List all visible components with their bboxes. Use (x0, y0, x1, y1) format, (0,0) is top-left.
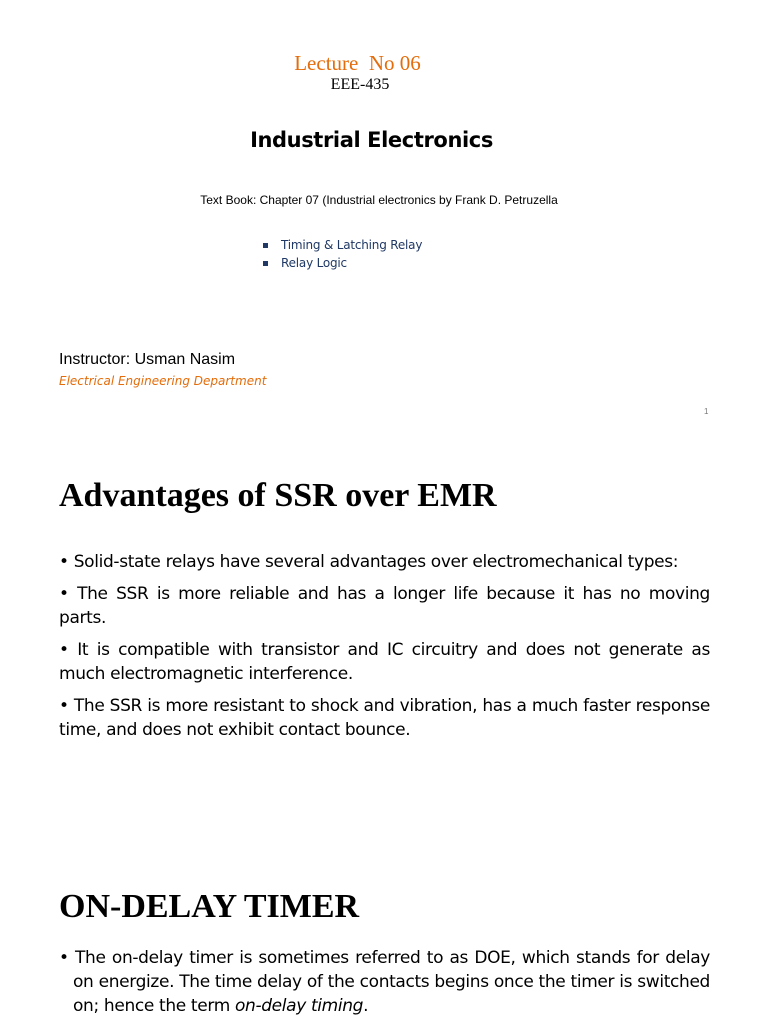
slide-title: Advantages of SSR over EMR (59, 477, 497, 514)
bullet-item: • It is compatible with transistor and IC circuitry and does not generate as much electromagnetic interference. (59, 640, 710, 684)
instructor-name: Instructor: Usman Nasim (59, 351, 236, 368)
lecture-number: Lecture No 06 (294, 51, 421, 75)
bullet-item: • The SSR is more resistant to shock and vibration, has a much faster response time, and does not exhibit contact bounce. (59, 696, 710, 740)
bullet-list (59, 946, 710, 1026)
slide-title: ON-DELAY TIMER (59, 888, 360, 925)
textbook-reference: Text Book: Chapter 07 (Industrial electronics by Frank D. Petruzella (200, 193, 558, 207)
bullet-end: . (363, 996, 369, 1016)
bullet-item (59, 946, 710, 1018)
bullet-item: • Solid-state relays have several advantages over electromechanical types: (59, 552, 679, 572)
topic-label: Timing & Latching Relay (281, 238, 423, 252)
topic-label: Relay Logic (281, 256, 347, 270)
bullet-text: • The on-delay timer is sometimes referred to as DOE, which stands for delay on energize. The time delay of the contacts begins once the timer is switched on; hence the term (59, 948, 710, 1016)
page-number: 1 (704, 407, 709, 416)
department-name: Electrical Engineering Department (59, 374, 267, 388)
course-code: EEE-435 (330, 76, 390, 93)
bullet-emphasis: on-delay timing (234, 996, 364, 1016)
course-title: Industrial Electronics (250, 128, 493, 152)
bullet-item: • The SSR is more reliable and has a longer life because it has no moving parts. (59, 584, 710, 628)
